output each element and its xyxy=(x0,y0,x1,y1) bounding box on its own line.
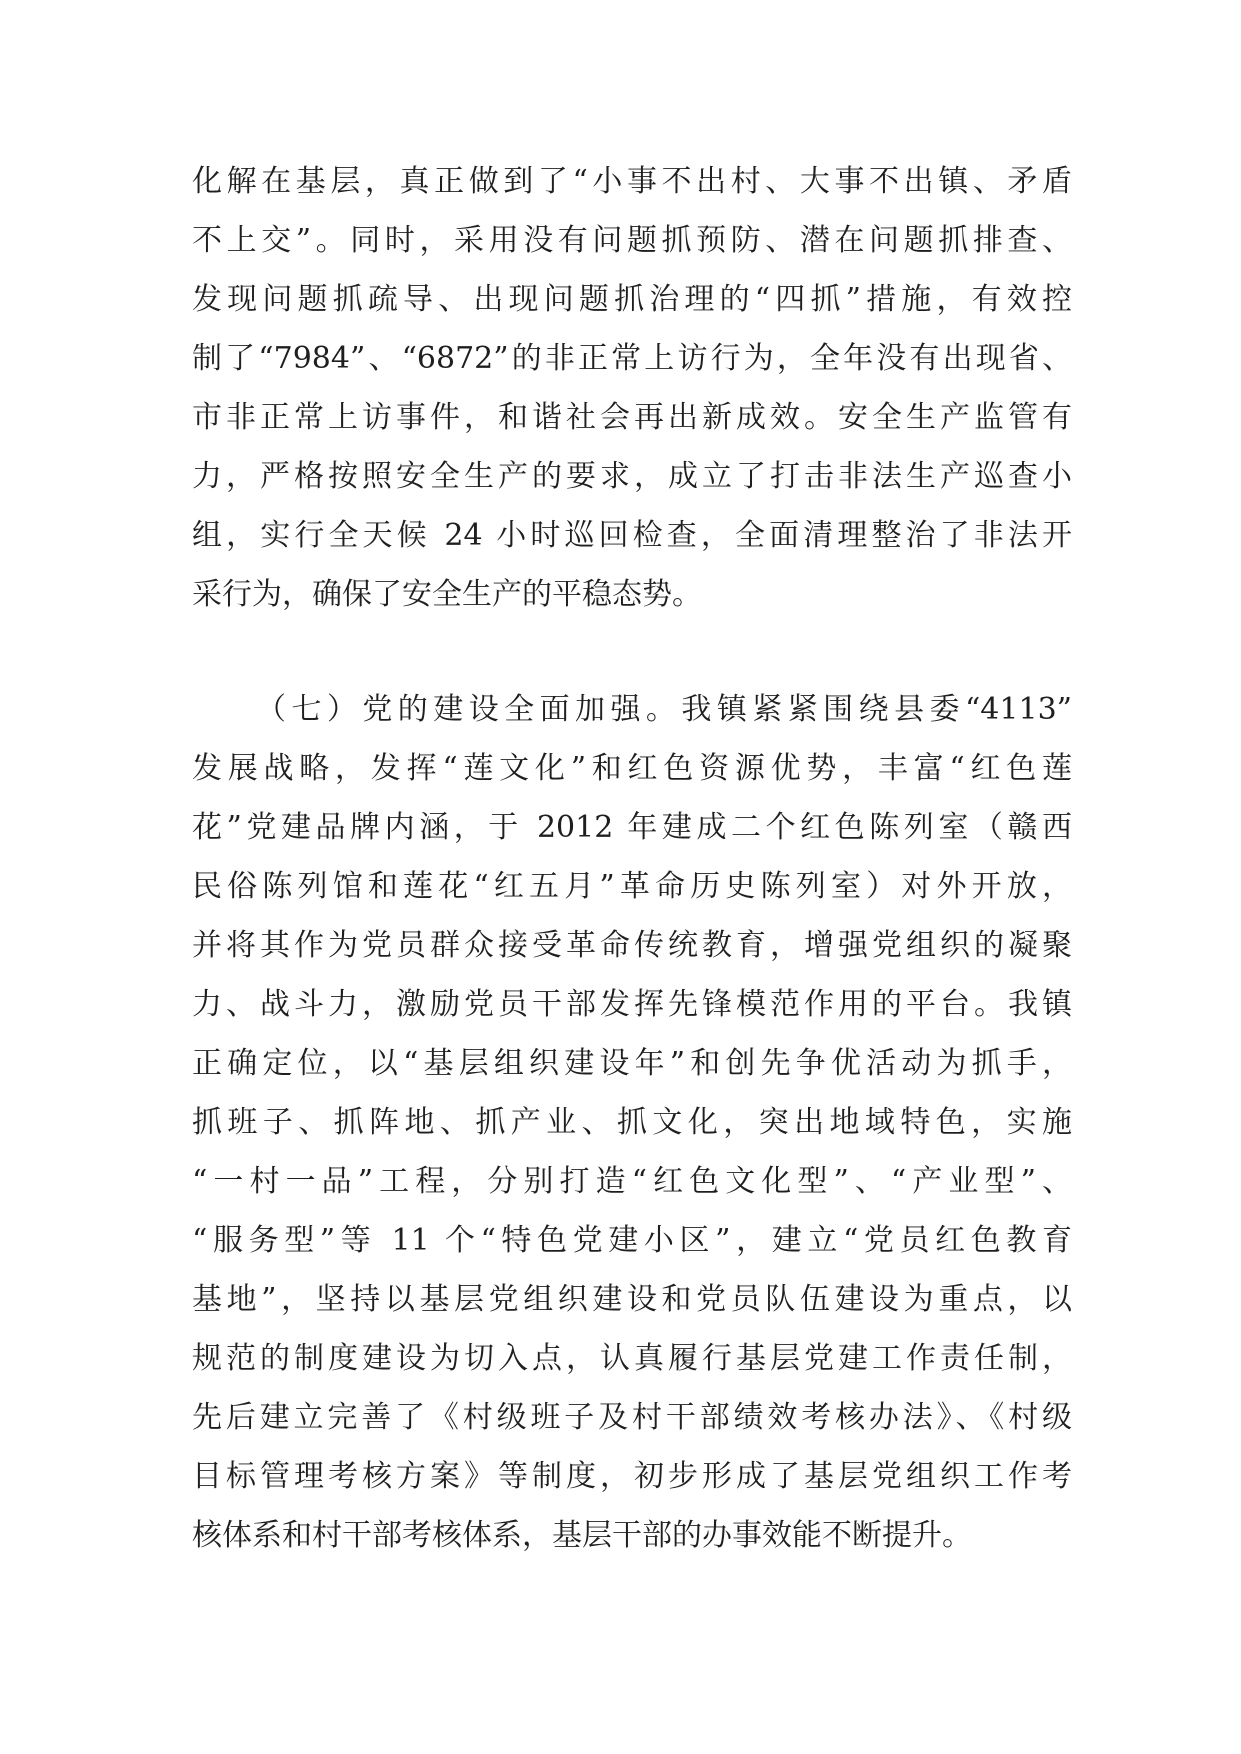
text-line: 核体系和村干部考核体系，基层干部的办事效能不断提升。 xyxy=(192,1518,972,1553)
text-line: 抓班子、抓阵地、抓产业、抓文化，突出地域特色，实施 xyxy=(192,1105,1072,1140)
text-line: 发展战略，发挥“莲文化”和红色资源优势，丰富“红色莲 xyxy=(192,751,1072,786)
text-line: “一村一品”工程，分别打造“红色文化型”、“产业型”、 xyxy=(192,1164,1072,1199)
text-line: 组，实行全天候 24 小时巡回检查，全面清理整治了非法开 xyxy=(192,518,1072,553)
text-line: 制了“7984”、“6872”的非正常上访行为，全年没有出现省、 xyxy=(192,341,1072,376)
text-line: 采行为，确保了安全生产的平稳态势。 xyxy=(192,577,702,612)
text-line: 基地”，坚持以基层党组织建设和党员队伍建设为重点，以 xyxy=(192,1282,1072,1317)
text-line: 不上交”。同时，采用没有问题抓预防、潜在问题抓排查、 xyxy=(192,223,1072,258)
text-line: 目标管理考核方案》等制度，初步形成了基层党组织工作考 xyxy=(192,1459,1072,1494)
text-line: 先后建立完善了《村级班子及村干部绩效考核办法》、《村级 xyxy=(192,1400,1072,1435)
text-line: 力，严格按照安全生产的要求，成立了打击非法生产巡查小 xyxy=(192,459,1072,494)
text-line: 正确定位，以“基层组织建设年”和创先争优活动为抓手， xyxy=(192,1046,1072,1081)
text-line: 发现问题抓疏导、出现问题抓治理的“四抓”措施，有效控 xyxy=(192,282,1072,317)
text-line: 市非正常上访事件，和谐社会再出新成效。安全生产监管有 xyxy=(192,400,1072,435)
paragraph-party-building xyxy=(192,680,1072,1565)
text-line: （七）党的建设全面加强。我镇紧紧围绕县委“4113” xyxy=(256,692,1072,727)
text-line: 花”党建品牌内涵，于 2012 年建成二个红色陈列室（赣西 xyxy=(192,810,1072,845)
text-line: 规范的制度建设为切入点，认真履行基层党建工作责任制， xyxy=(192,1341,1072,1376)
paragraph-stability-safety xyxy=(192,152,1072,624)
text-line: “服务型”等 11 个“特色党建小区”，建立“党员红色教育 xyxy=(192,1223,1072,1258)
text-line: 力、战斗力，激励党员干部发挥先锋模范作用的平台。我镇 xyxy=(192,987,1072,1022)
text-line: 化解在基层，真正做到了“小事不出村、大事不出镇、矛盾 xyxy=(192,164,1072,199)
text-line: 民俗陈列馆和莲花“红五月”革命历史陈列室）对外开放， xyxy=(192,869,1072,904)
text-line: 并将其作为党员群众接受革命传统教育，增强党组织的凝聚 xyxy=(192,928,1072,963)
